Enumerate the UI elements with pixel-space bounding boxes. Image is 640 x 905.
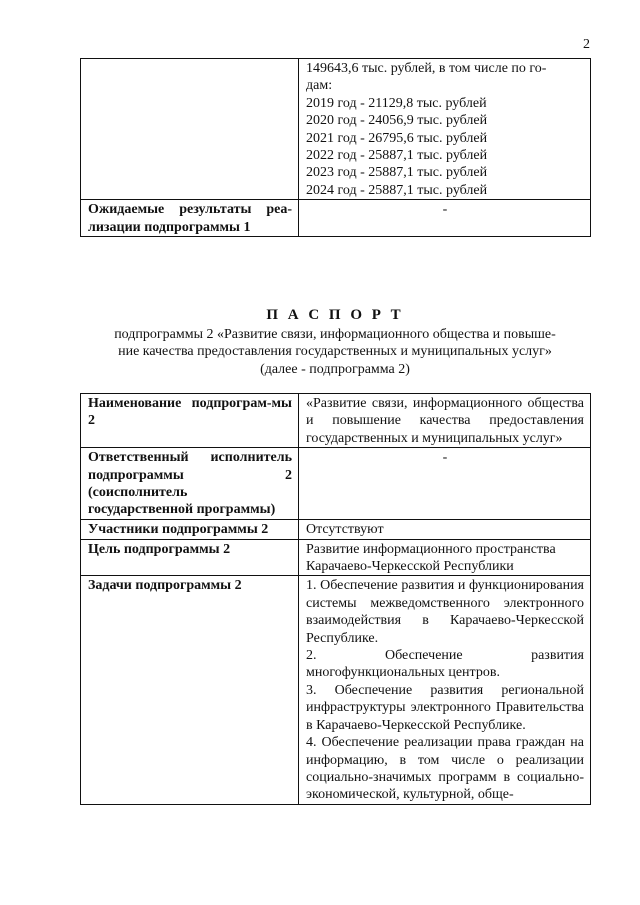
passport-table (80, 393, 591, 805)
funding-cell (299, 59, 591, 200)
table-row (81, 448, 591, 520)
passport-subtitle (80, 326, 590, 378)
participants-value: Отсутствуют (299, 520, 591, 539)
funding-line: 2020 год - 24056,9 тыс. рублей (306, 113, 488, 129)
tasks-label: Задачи подпрограммы 2 (81, 576, 299, 804)
goal-label: Цель подпрограммы 2 (81, 539, 299, 576)
task-item: 3. Обеспечение развития региональной инфраструктуры электронного Правительства в Карачаево-Черкесской Республике. (306, 682, 584, 733)
empty-cell (81, 59, 299, 200)
executor-value: - (299, 448, 591, 520)
page-number: 2 (583, 37, 590, 52)
table-row (81, 539, 591, 576)
funding-line: 2023 год - 25887,1 тыс. рублей (306, 165, 488, 181)
passport-title: П А С П О Р Т (266, 307, 404, 323)
funding-line: 2022 год - 25887,1 тыс. рублей (306, 148, 488, 164)
table-row (81, 200, 591, 237)
funding-line: 2019 год - 21129,8 тыс. рублей (306, 95, 487, 111)
goal-value: Развитие информационного пространства Карачаево-Черкесской Республики (299, 539, 591, 576)
name-value: «Развитие связи, информационного общества и повышение качества предоставления государственных и муниципальных услуг» (299, 394, 591, 448)
table-row (81, 576, 591, 804)
table-row (81, 59, 591, 200)
name-label: Наименование подпрограм-мы 2 (81, 394, 299, 448)
funding-line: 2024 год - 25887,1 тыс. рублей (306, 182, 488, 198)
subtitle-line: (далее - подпрограмма 2) (260, 361, 410, 377)
funding-line: 2021 год - 26795,6 тыс. рублей (306, 130, 488, 146)
tasks-value (299, 576, 591, 804)
results-label: Ожидаемые результаты реа-лизации подпрограммы 1 (81, 200, 299, 237)
funding-line: дам: (306, 78, 333, 94)
executor-label: Ответственный исполнитель подпрограммы 2 (соисполнитель государственной программы) (81, 448, 299, 520)
table-row (81, 520, 591, 539)
table-row (81, 394, 591, 448)
funding-table (80, 58, 591, 237)
subtitle-line: ние качества предоставления государственных и муниципальных услуг» (118, 344, 552, 360)
task-item: 4. Обеспечение реализации права граждан на информацию, в том числе о реализации социально-значимых программ в социально-экономической, культурной, обще- (306, 735, 584, 803)
participants-label: Участники подпрограммы 2 (81, 520, 299, 539)
subtitle-line: подпрограммы 2 «Развитие связи, информационного общества и повыше- (114, 327, 556, 342)
task-item: 1. Обеспечение развития и функционирования системы межведомственного электронного взаимодействия в Карачаево-Черкесской Республике. (306, 578, 584, 646)
task-item: 2. Обеспечение развития многофункциональных центров. (306, 648, 584, 681)
results-value: - (299, 200, 591, 237)
funding-line: 149643,6 тыс. рублей, в том числе по го- (306, 61, 547, 76)
